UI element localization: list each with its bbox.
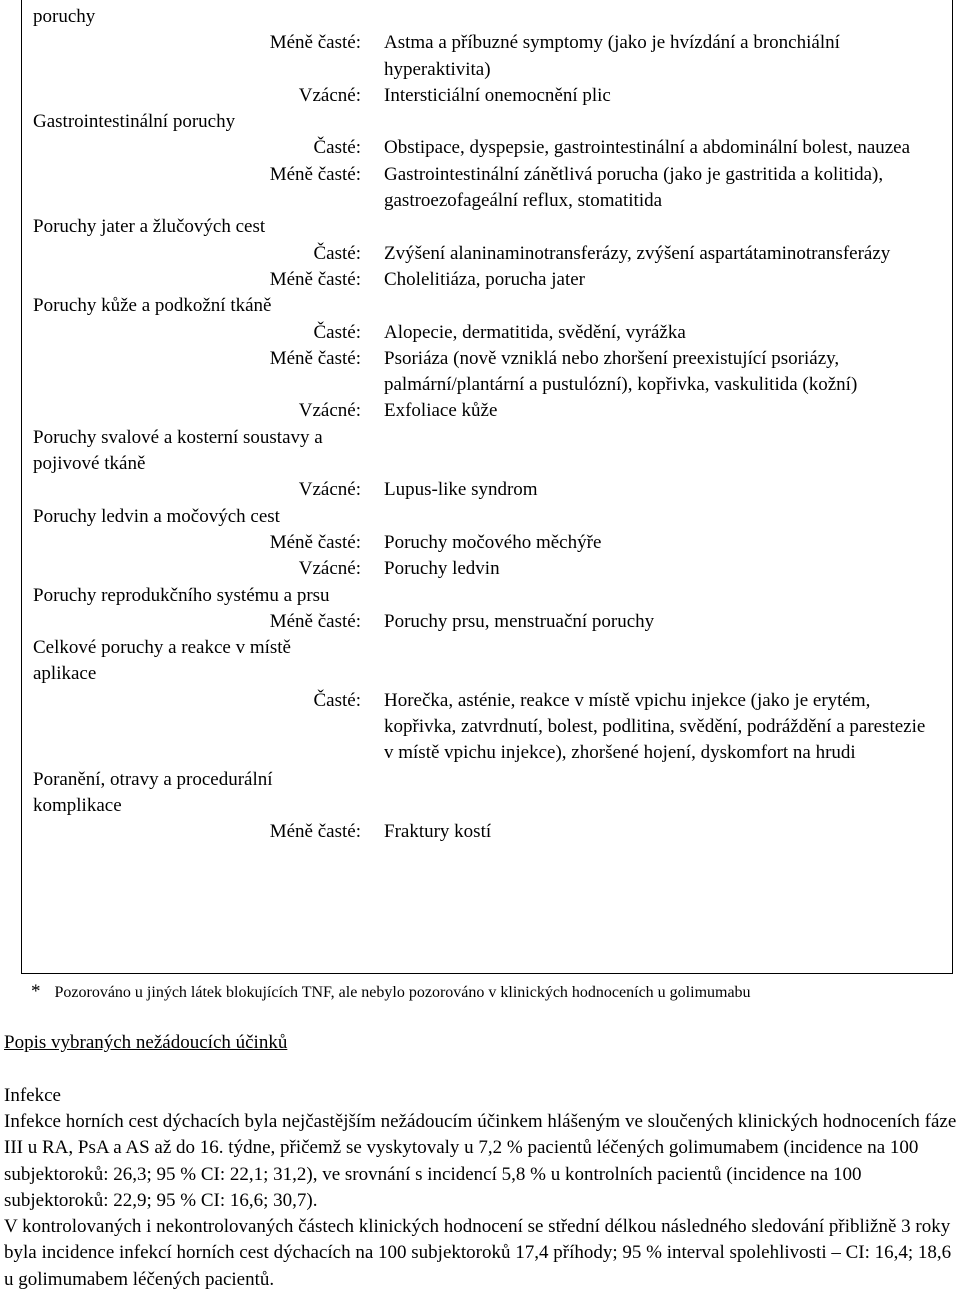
organ-class-label: Poranění, otravy a procedurální komplikace xyxy=(33,768,273,816)
reaction-row xyxy=(22,556,952,582)
frequency-label: Časté: xyxy=(313,321,361,343)
organ-class-row xyxy=(22,767,952,820)
reaction-description: Gastrointestinální zánětlivá porucha (jako je gastritida a kolitida), gastroezofageální reflux, stomatitida xyxy=(384,163,884,212)
reaction-row xyxy=(22,267,952,293)
footnote-mark: * xyxy=(31,981,41,1002)
organ-class-row xyxy=(22,635,952,688)
reaction-description: Astma a příbuzné symptomy (jako je hvízdání a bronchiální hyperaktivita) xyxy=(384,32,840,80)
section-subheading: Infekce xyxy=(4,1085,61,1106)
reaction-row xyxy=(22,819,952,845)
section-body xyxy=(4,1109,959,1293)
reaction-description: Horečka, asténie, reakce v místě vpichu injekce (jako je erytém, kopřivka, zatvrdnutí, bolest, podlitina, svědění, podráždění a parestezie v místě vpichu injekce), zhoršené hojení, dyskomfort na hrudi xyxy=(384,689,926,764)
frequency-label: Méně časté: xyxy=(269,163,361,185)
organ-class-label: Poruchy jater a žlučových cest xyxy=(33,216,266,238)
organ-class-row xyxy=(22,4,952,30)
reaction-row xyxy=(22,83,952,109)
reaction-description: Alopecie, dermatitida, svědění, vyrážka xyxy=(384,321,686,343)
frequency-label: Méně časté: xyxy=(269,610,361,632)
reaction-description: Exfoliace kůže xyxy=(384,400,498,422)
reaction-row xyxy=(22,30,952,83)
reaction-row xyxy=(22,398,952,424)
organ-class-label: Poruchy ledvin a močových cest xyxy=(33,505,280,527)
reaction-row xyxy=(22,477,952,503)
organ-class-row xyxy=(22,214,952,240)
frequency-label: Vzácné: xyxy=(298,558,361,580)
reaction-description: Cholelitiáza, porucha jater xyxy=(384,268,585,290)
reaction-row xyxy=(22,688,952,767)
reaction-description: Psoriáza (nově vzniklá nebo zhoršení preexistující psoriázy, palmární/plantární a pustulózní), kopřivka, vaskulitida (kožní) xyxy=(384,347,858,396)
frequency-label: Méně časté: xyxy=(269,268,361,290)
footnote-text: Pozorováno u jiných látek blokujících TNF, ale nebylo pozorováno v klinických hodnoceních u golimumabu xyxy=(54,984,751,1001)
frequency-label: Vzácné: xyxy=(298,400,361,422)
organ-class-label: Poruchy kůže a podkožní tkáně xyxy=(33,295,272,317)
organ-class-label: Celkové poruchy a reakce v místě aplikace xyxy=(33,637,291,685)
reaction-description: Obstipace, dyspepsie, gastrointestinální a abdominální bolest, nauzea xyxy=(384,137,911,159)
frequency-label: Časté: xyxy=(313,137,361,159)
reaction-description: Fraktury kostí xyxy=(384,821,492,843)
organ-class-label: Poruchy svalové a kosterní soustavy a pojivové tkáně xyxy=(33,426,323,475)
reaction-description: Lupus-like syndrom xyxy=(384,479,538,501)
paragraph-2: V kontrolovaných i nekontrolovaných částech klinických hodnocení se střední délkou následného sledování přibližně 3 roky byla incidence infekcí horních cest dýchacích na 100 subjektoroků 17,4 příhody; 95 % interval spolehlivosti – CI: 16,4; 18,6 u golimumabem léčených pacientů. xyxy=(4,1216,952,1290)
organ-class-row xyxy=(22,504,952,530)
frequency-label: Méně časté: xyxy=(269,821,361,843)
frequency-label: Méně časté: xyxy=(269,531,361,553)
reaction-description: Poruchy prsu, menstruační poruchy xyxy=(384,610,655,632)
reaction-row xyxy=(22,241,952,267)
organ-class-row xyxy=(22,425,952,478)
reaction-row xyxy=(22,346,952,399)
frequency-label: Méně časté: xyxy=(269,347,361,369)
organ-class-row xyxy=(22,583,952,609)
organ-class-label: Gastrointestinální poruchy xyxy=(33,111,236,133)
frequency-label: Časté: xyxy=(313,242,361,264)
organ-class-row xyxy=(22,109,952,135)
frequency-label: Časté: xyxy=(313,689,361,711)
table-body xyxy=(22,0,952,846)
frequency-label: Vzácné: xyxy=(298,479,361,501)
reaction-row xyxy=(22,530,952,556)
reaction-description: Intersticiální onemocnění plic xyxy=(384,84,611,106)
reaction-row xyxy=(22,135,952,161)
paragraph-1: Infekce horních cest dýchacích byla nejčastějším nežádoucím účinkem hlášeným ve sloučených klinických hodnoceních fáze III u RA, PsA a AS až do 16. týdne, přičemž se vyskytovaly u 7,2 % pacientů léčených golimumabem (incidence na 100 subjektoroků: 26,3; 95 % CI: 22,1; 31,2), ve srovnání s incidencí 5,8 % u kontrolních pacientů (incidence na 100 subjektoroků: 22,9; 95 % CI: 16,6; 30,7). xyxy=(4,1111,957,1211)
organ-class-label: poruchy xyxy=(33,6,96,27)
reaction-description: Poruchy ledvin xyxy=(384,558,500,580)
reaction-row xyxy=(22,320,952,346)
frequency-label: Méně časté: xyxy=(269,32,361,54)
frequency-label: Vzácné: xyxy=(298,84,361,106)
reaction-row xyxy=(22,162,952,215)
organ-class-row xyxy=(22,293,952,319)
table-footnote xyxy=(31,980,751,1005)
reaction-description: Zvýšení alaninaminotransferázy, zvýšení aspartátaminotransferázy xyxy=(384,242,891,264)
reaction-description: Poruchy močového měchýře xyxy=(384,531,602,553)
reaction-row xyxy=(22,609,952,635)
adverse-reactions-table xyxy=(21,0,953,974)
organ-class-label: Poruchy reprodukčního systému a prsu xyxy=(33,584,330,606)
section-heading: Popis vybraných nežádoucích účinků xyxy=(4,1032,288,1053)
